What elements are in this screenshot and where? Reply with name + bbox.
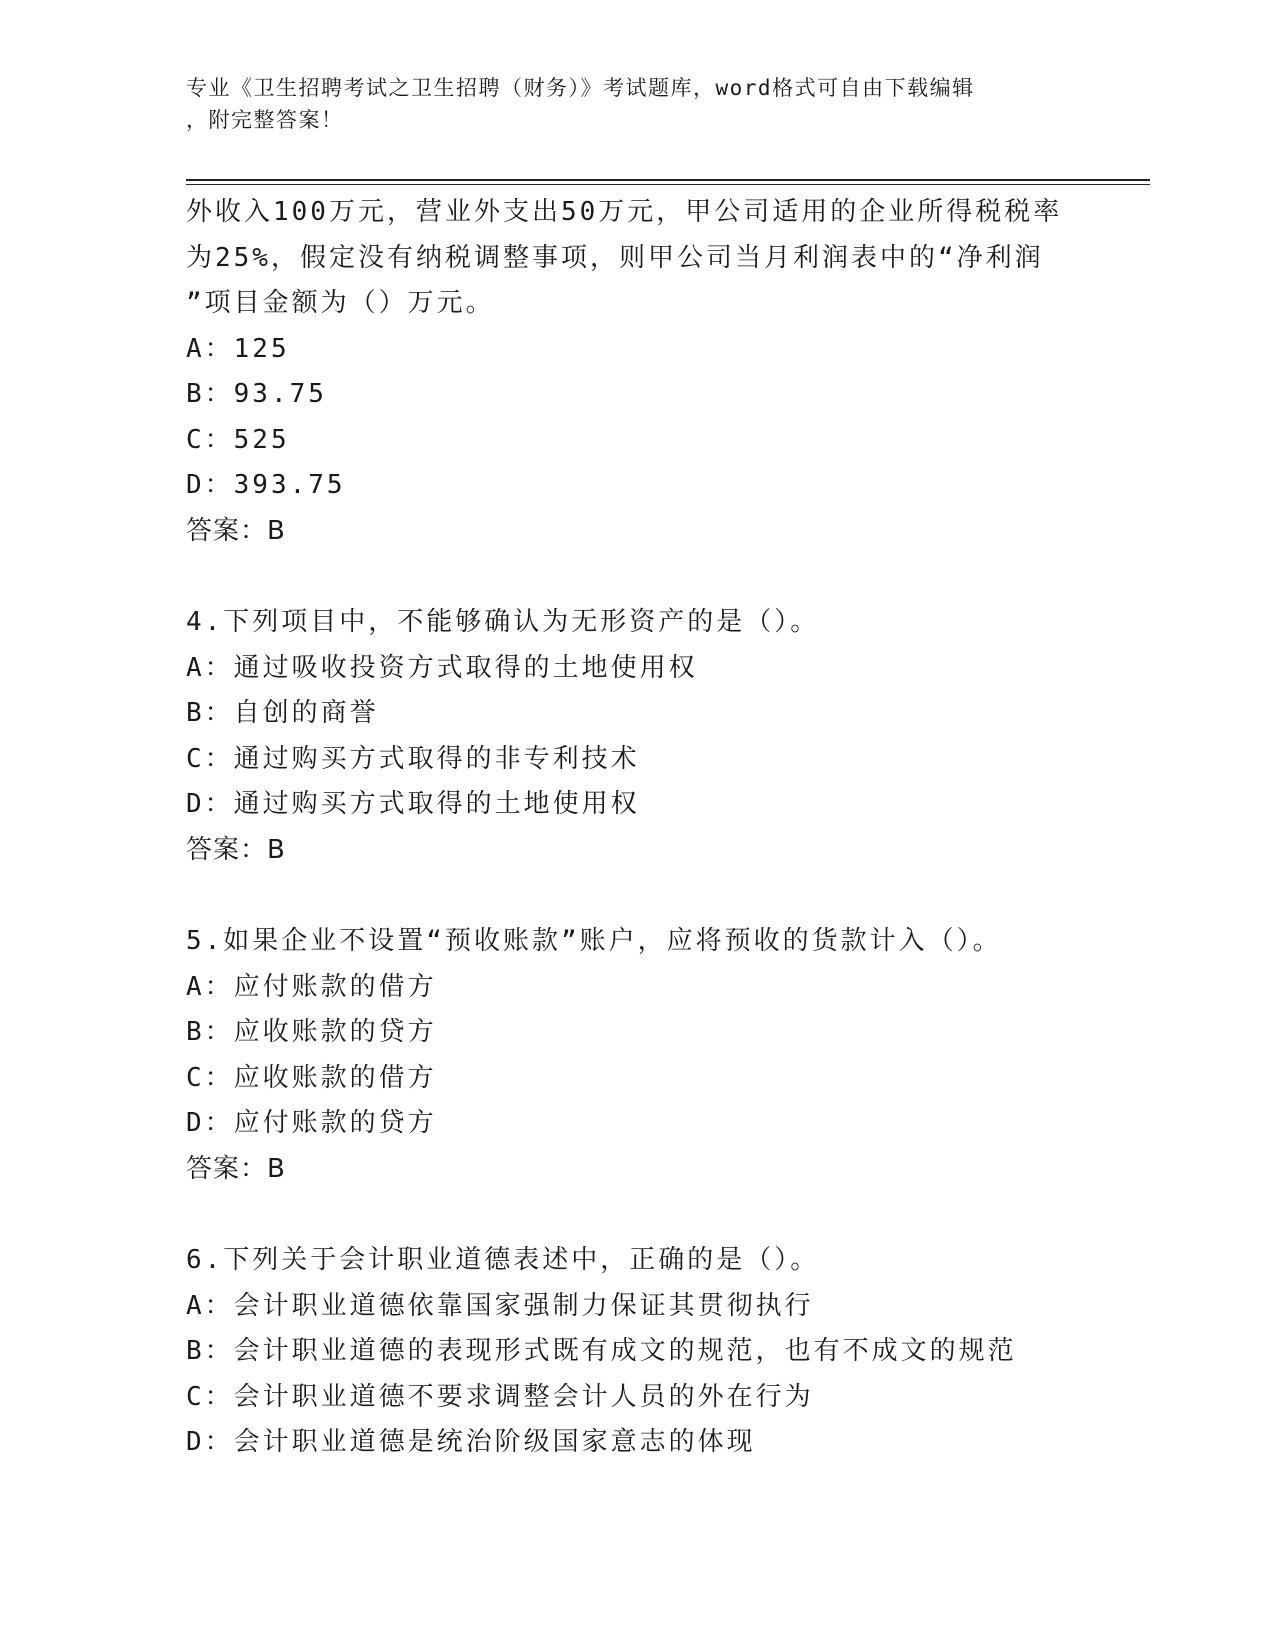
option-c: C：会计职业道德不要求调整会计人员的外在行为 [186,1381,814,1412]
question-stem: 5.如果企业不设置“预收账款”账户，应将预收的货款计入（）。 [186,926,1002,956]
option-d: D：通过购买方式取得的土地使用权 [186,789,640,819]
spacer [186,873,1066,919]
option-a: A：125 [186,333,290,364]
question-5 [186,919,1066,1192]
option-b: B：应收账款的贷方 [186,1017,437,1047]
option-c: C：通过购买方式取得的非专利技术 [186,743,640,774]
header-title-line1: 专业《卫生招聘考试之卫生招聘（财务）》考试题库，word格式可自由下载编辑 [186,76,975,100]
question-list [186,190,1066,1466]
header-rule-thin [186,184,1150,185]
question-4 [186,600,1066,873]
option-d: D：应付账款的贷方 [186,1108,437,1138]
option-b: B：93.75 [186,379,327,409]
option-a: A：通过吸收投资方式取得的土地使用权 [186,652,698,683]
header-rule-thick [186,179,1150,181]
header-title-line2: ，附完整答案！ [186,108,344,132]
option-d: D：393.75 [186,470,346,500]
option-c: C：应收账款的借方 [186,1062,437,1093]
option-b: B：自创的商誉 [186,698,379,728]
option-c: C：525 [186,424,290,455]
question-stem: 6.下列关于会计职业道德表述中，正确的是（）。 [186,1245,820,1275]
question-stem: 4.下列项目中，不能够确认为无形资产的是（）。 [186,607,820,637]
question-stem-line: 为25%，假定没有纳税调整事项，则甲公司当月利润表中的“净利润 [186,242,1044,273]
option-a: A：会计职业道德依靠国家强制力保证其贯彻执行 [186,1290,814,1321]
spacer [186,1192,1066,1238]
spacer [186,554,1066,600]
question-3 [186,190,1066,554]
option-b: B：会计职业道德的表现形式既有成文的规范，也有不成文的规范 [186,1336,1017,1366]
option-d: D：会计职业道德是统治阶级国家意志的体现 [186,1427,756,1457]
question-stem-line: ”项目金额为（）万元。 [186,288,495,318]
question-6 [186,1238,1066,1466]
answer-line: 答案：B [186,1153,286,1184]
option-a: A：应付账款的借方 [186,971,437,1002]
document-header [186,72,1086,136]
answer-line: 答案：B [186,515,286,546]
question-stem-line: 外收入100万元，营业外支出50万元，甲公司适用的企业所得税税率 [186,197,1063,227]
answer-line: 答案：B [186,834,286,865]
